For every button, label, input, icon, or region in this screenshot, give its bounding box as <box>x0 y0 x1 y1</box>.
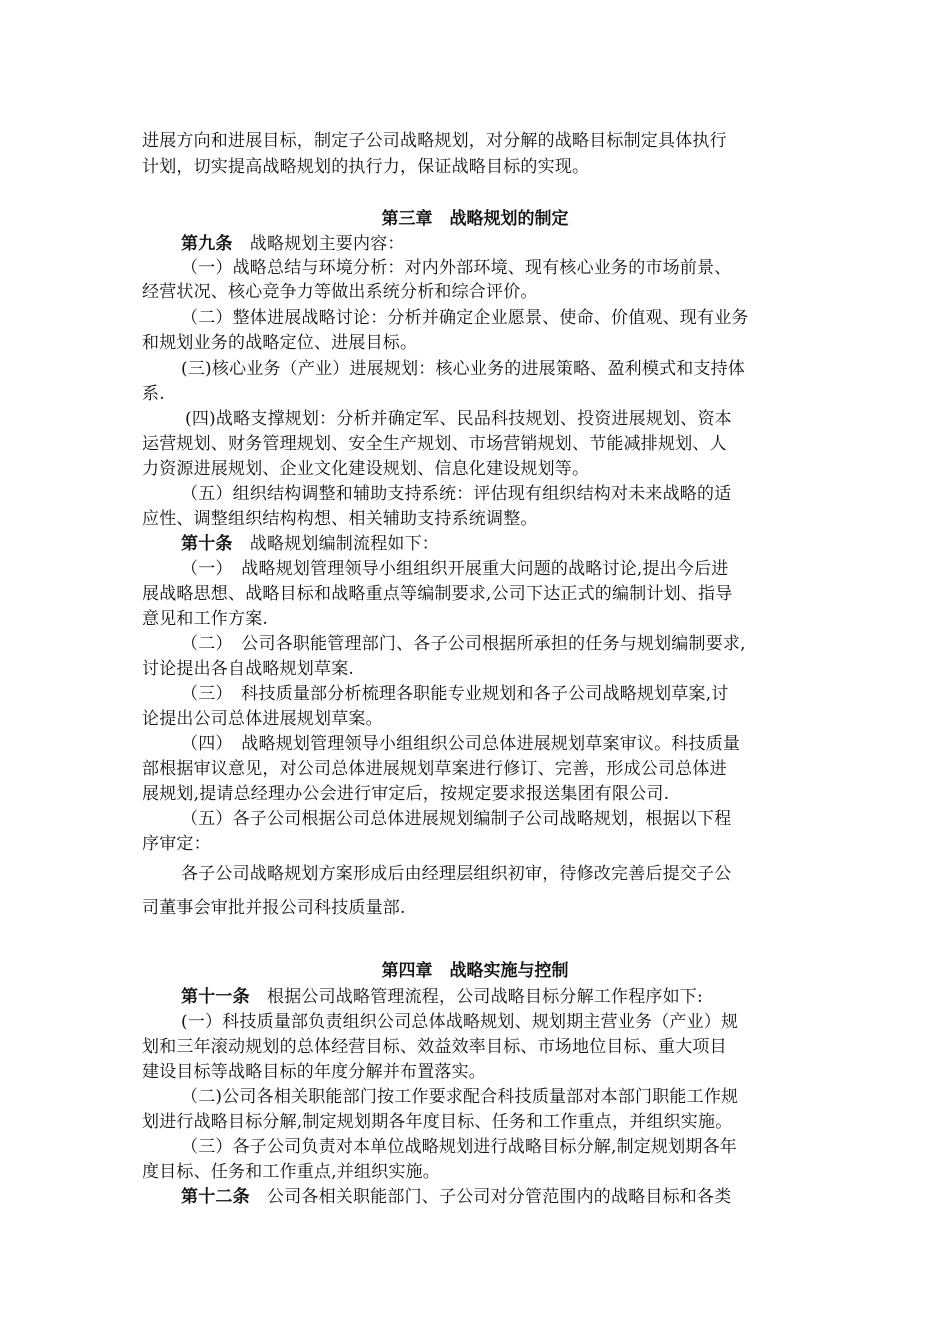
paragraph-line: 运营规划、财务管理规划、安全生产规划、市场营销规划、节能减排规划、人 <box>142 434 727 454</box>
article-text: 根据公司战略管理流程，公司战略目标分解工作程序如下: <box>249 987 703 1007</box>
paragraph-line: （三）各子公司负责对本单位战略规划进行战略目标分解,制定规划期各年 <box>181 1137 738 1157</box>
paragraph-line: 系. <box>142 384 165 404</box>
paragraph-line: 进展方向和进展目标，制定子公司战略规划，对分解的战略目标制定具体执行 <box>142 131 727 151</box>
paragraph-line: （五）各子公司根据公司总体进展规划编制子公司战略规划，根据以下程 <box>181 809 732 829</box>
chapter-heading: 第三章 战略规划的制定 <box>381 209 569 229</box>
paragraph-line: 划和三年滚动规划的总体经营目标、效益效率目标、市场地位目标、重大项目 <box>142 1037 727 1057</box>
article-label: 第十二条 <box>181 1187 250 1207</box>
article-text: 战略规划编制流程如下： <box>232 534 440 554</box>
article-eleven <box>181 982 703 1007</box>
paragraph-line: 意见和工作方案. <box>142 609 269 629</box>
article-text: 公司各相关职能部门、子公司对分管范围内的战略目标和各类 <box>249 1187 732 1207</box>
paragraph-line: （五）组织结构调整和辅助支持系统：评估现有组织结构对未来战略的适 <box>181 484 732 504</box>
paragraph-line: (四)战略支撑规划：分析并确定军、民品科技规划、投资进展规划、资本 <box>185 409 732 429</box>
paragraph-line: 展战略思想、战略目标和战略重点等编制要求,公司下达正式的编制计划、指导 <box>142 584 733 604</box>
paragraph-line: 各子公司战略规划方案形成后由经理层组织初审，待修改完善后提交子公 <box>181 864 732 884</box>
paragraph-line: 度目标、任务和工作重点,并组织实施。 <box>142 1162 441 1182</box>
paragraph-line: 部根据审议意见，对公司总体进展规划草案进行修订、完善，形成公司总体进 <box>142 759 727 779</box>
paragraph-line: 计划，切实提高战略规划的执行力，保证战略目标的实现。 <box>142 157 590 177</box>
paragraph-line: 应性、调整组织结构构想、相关辅助支持系统调整。 <box>142 509 538 529</box>
paragraph-line: 划进行战略目标分解,制定规划期各年度目标、任务和工作重点，并组织实施。 <box>142 1112 733 1132</box>
paragraph-line: 展规划,提请总经理办公会进行审定后，按规定要求报送集团有限公司. <box>142 784 670 804</box>
article-label: 第十一条 <box>181 987 250 1007</box>
paragraph-line: 讨论提出各自战略规划草案. <box>142 659 355 679</box>
paragraph-line: 论提出公司总体进展规划草案。 <box>142 709 383 729</box>
paragraph-line: （二）整体进展战略讨论：分析并确定企业愿景、使命、价值观、现有业务 <box>181 308 749 328</box>
article-twelve <box>181 1182 731 1207</box>
paragraph-line: 经营状况、核心竞争力等做出系统分析和综合评价。 <box>142 282 538 302</box>
article-label: 第十条 <box>181 534 233 554</box>
paragraph-line: （一）战略总结与环境分析：对内外部环境、现有核心业务的市场前景、 <box>181 258 732 278</box>
article-nine <box>181 229 405 254</box>
paragraph-line: （二)公司各相关职能部门按工作要求配合科技质量部对本部门职能工作规 <box>181 1087 739 1107</box>
paragraph-line: （四） 战略规划管理领导小组组织公司总体进展规划草案审议。科技质量 <box>181 734 741 754</box>
paragraph-line: (三)核心业务（产业）进展规划：核心业务的进展策略、盈利模式和支持体 <box>181 359 746 379</box>
paragraph-line: 和规划业务的战略定位、进展目标。 <box>142 333 418 353</box>
paragraph-line: （三） 科技质量部分析梳理各职能专业规划和各子公司战略规划草案,讨 <box>181 684 729 704</box>
paragraph-line: 力资源进展规划、企业文化建设规划、信息化建设规划等。 <box>142 459 590 479</box>
paragraph-line: 序审定： <box>142 834 211 854</box>
paragraph-line: 司董事会审批并报公司科技质量部. <box>142 898 406 918</box>
paragraph-line: （一） 战略规划管理领导小组组织开展重大问题的战略讨论,提出今后进 <box>181 559 729 579</box>
paragraph-line: 建设目标等战略目标的年度分解并布置落实。 <box>142 1062 486 1082</box>
chapter-heading: 第四章 战略实施与控制 <box>381 961 569 981</box>
article-text: 战略规划主要内容： <box>232 234 405 254</box>
article-ten <box>181 529 439 554</box>
paragraph-line: (一）科技质量部负责组织公司总体战略规划、规划期主营业务（产业）规 <box>181 1012 739 1032</box>
paragraph-line: （二） 公司各职能管理部门、各子公司根据所承担的任务与规划编制要求, <box>181 634 746 654</box>
article-label: 第九条 <box>181 234 233 254</box>
